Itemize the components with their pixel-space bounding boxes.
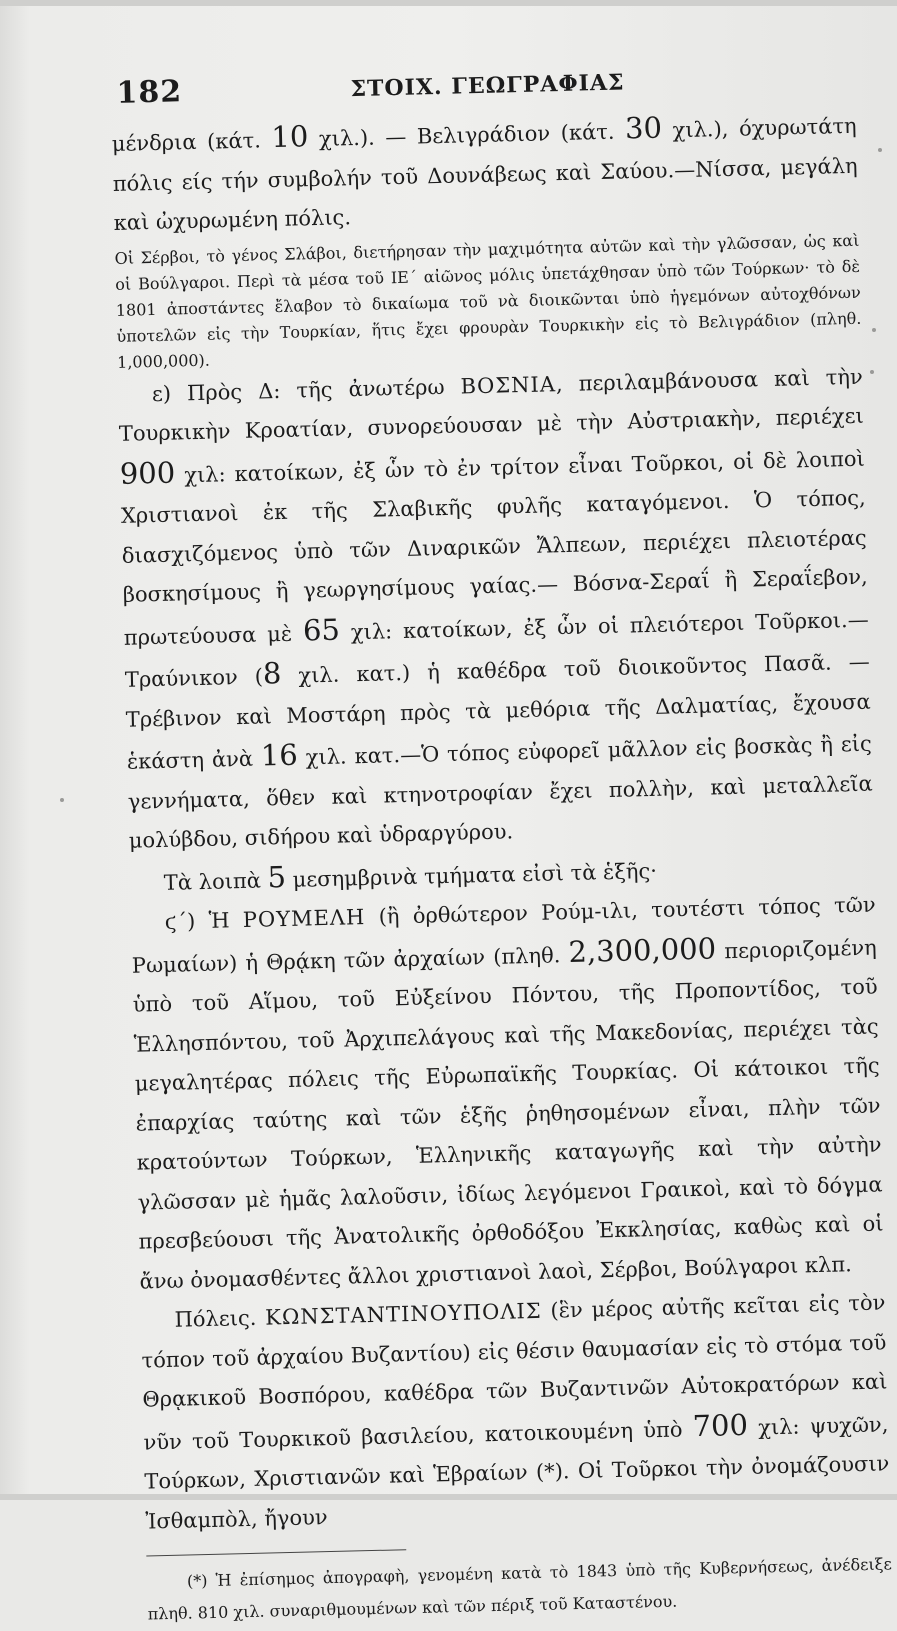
- paragraph-roumeli: ϛ΄) Ἡ ΡΟΥΜΕΛΗ (ἢ ὀρθώτερον Ρούμ-ιλι, τουτέστι τόπος τῶν Ρωμαίων) ἡ Θρᾴκη τῶν ἀρχαίων (πληθ. 2,300,000 περιοριζομένη ὑπὸ τοῦ Αἵμου, τοῦ Εὐξείνου Πόντου, τῆς Προποντίδος, τοῦ Ἑλλησπόντου, τοῦ Ἀρχιπελάγους καὶ τῆς Μακεδονίας, περιέχει τὰς μεγαλητέρας πόλεις τῆς Εὐρωπαϊκῆς Τουρκίας. Οἱ κάτοικοι τῆς ἐπαρχίας ταύτης καὶ τῶν ἑξῆς ῥηθησομένων εἶναι, πλὴν τῶν κρατούντων Τούρκων, Ἑλληνικῆς καταγωγῆς καὶ τὴν αὐτὴν γλῶσσαν μὲ ἡμᾶς λαλοῦσιν, ἰδίως λεγόμενοι Γραικοὶ, καὶ τὸ δόγμα πρεσβεύουσι τῆς Ἀνατολικῆς ὀρθοδόξου Ἐκκλησίας, καθὼς καὶ οἱ ἄνω ὀνομασθέντες ἄλλοι χριστιανοὶ λαοὶ, Σέρβοι, Βούλγαροι κλπ.: [131, 892, 884, 1294]
- footnote: [147, 1548, 893, 1630]
- page-content: [110, 52, 893, 1631]
- running-head: ΣΤΟΙΧ. ΓΕΩΓΡΑΦΙΑΣ: [350, 69, 625, 103]
- paragraph-cities: Πόλεις. ΚΩΝΣΤΑΝΤΙΝΟΥΠΟΛΙΣ (ἓν μέρος αὐτῆς κεῖται εἰς τὸν τόπον τοῦ ἀρχαίου Βυζαντίου) εἰς θέσιν θαυμασίαν εἰς τὸ στόμα τοῦ Θρᾳκικοῦ Βοσπόρου, καθέδρα τῶν Βυζαντινῶν Αὐτοκρατόρων καὶ νῦν τοῦ Τουρκικοῦ βασιλείου, κατοικουμένη ὑπὸ 700 χιλ: ψυχῶν, Τούρκων, Χριστιανῶν καὶ Ἑβραίων (*). Οἱ Τοῦρκοι τὴν ὀνομάζουσιν Ἰσθαμπὸλ, ἤγουν: [141, 1290, 890, 1534]
- footnote-text: (*) Ἡ ἐπίσημος ἀπογραφὴ, γενομένη κατὰ τὸ 1843 ὑπὸ τῆς Κυβερνήσεως, ἀνέδειξε πληθ. 810 χιλ. συναριθμουμένων καὶ τῶν πέριξ τοῦ Καταστένου.: [147, 1554, 892, 1624]
- margin-mark: [872, 328, 876, 332]
- serbia-note: [114, 227, 862, 375]
- paragraph-remaining: Τὰ λοιπὰ 5 μεσημβρινὰ τμήματα εἰσὶ τὰ ἑξῆς·: [163, 858, 658, 895]
- body-text: [111, 104, 859, 244]
- margin-mark: [60, 798, 64, 802]
- body-text-2: [117, 357, 890, 1541]
- footnote-rule: [146, 1549, 406, 1556]
- paragraph-bosnia: ε) Πρὸς Δ: τῆς ἀνωτέρω ΒΟΣΝΙΑ, περιλαμβάνουσα καὶ τὴν Τουρκικὴν Κροατίαν, συνορεύουσαν μὲ τὴν Αὐστριακὴν, περιέχει 900 χιλ: κατοίκων, ἐξ ὧν τὸ ἐν τρίτον εἶναι Τοῦρκοι, οἱ δὲ λοιποὶ Χριστιανοὶ ἐκ τῆς Σλαβικῆς φυλῆς καταγόμενοι. Ὁ τόπος, διασχιζόμενος ὑπὸ τῶν Διναρικῶν Ἄλπεων, περιέχει πλειοτέρας βοσκησίμους ἢ γεωργησίμους γαίας.— Βόσνα-Σεραΐ ἢ Σεραΐεβον, πρωτεύουσα μὲ 65 χιλ: κατοίκων, ἐξ ὧν οἱ πλειότεροι Τοῦρκοι.—Τραύνικον (8 χιλ. κατ.) ἡ καθέδρα τοῦ διοικοῦντος Πασᾶ. — Τρέβινον καὶ Μοστάρη πρὸς τὰ μεθόρια τῆς Δαλματίας, ἔχουσα ἑκάστη ἀνὰ 16 χιλ. κατ.—Ὁ τόπος εὐφορεῖ μᾶλλον εἰς βοσκὰς ἢ εἰς γεννήματα, ὅθεν καὶ κτηνοτροφίαν ἔχει πολλὴν, καὶ μεταλλεῖα μολύβδου, σιδήρου καὶ ὑδραργύρου.: [118, 364, 873, 853]
- margin-mark: [870, 370, 874, 374]
- top-edge: [0, 0, 897, 6]
- note-text: Οἱ Σέρβοι, τὸ γένος Σλάβοι, διετήρησαν τὴν μαχιμότητα αὐτῶν καὶ τὴν γλῶσσαν, ὡς καὶ οἱ Βούλγαροι. Περὶ τὰ μέσα τοῦ ΙΕ΄ αἰῶνος μόλις ὑπετάχθησαν ὑπὸ τῶν Τούρκων· τὸ δὲ 1801 ἀποστάντες ἔλαβον τὸ δικαίωμα τοῦ νὰ διοικῶνται ὑπὸ ἡγεμόνων αὐτοχθόνων ὑποτελῶν εἰς τὴν Τουρκίαν, ἥτις ἔχει φρουρὰν Τουρκικὴν εἰς τὸ Βελιγράδιον (πληθ. 1,000,000).: [114, 230, 862, 372]
- page-number: 182: [116, 74, 183, 111]
- paragraph-serbia: μένδρια (κάτ. 10 χιλ.). — Βελιγράδιον (κάτ. 30 χιλ.), όχυρωτάτη πόλις είς τήν συμβολήν τοῦ Δουνάβεως καὶ Σαύου.—Νίσσα, μεγάλη καὶ ὠχυρωμένη πόλις.: [111, 110, 858, 235]
- margin-mark: [878, 148, 882, 152]
